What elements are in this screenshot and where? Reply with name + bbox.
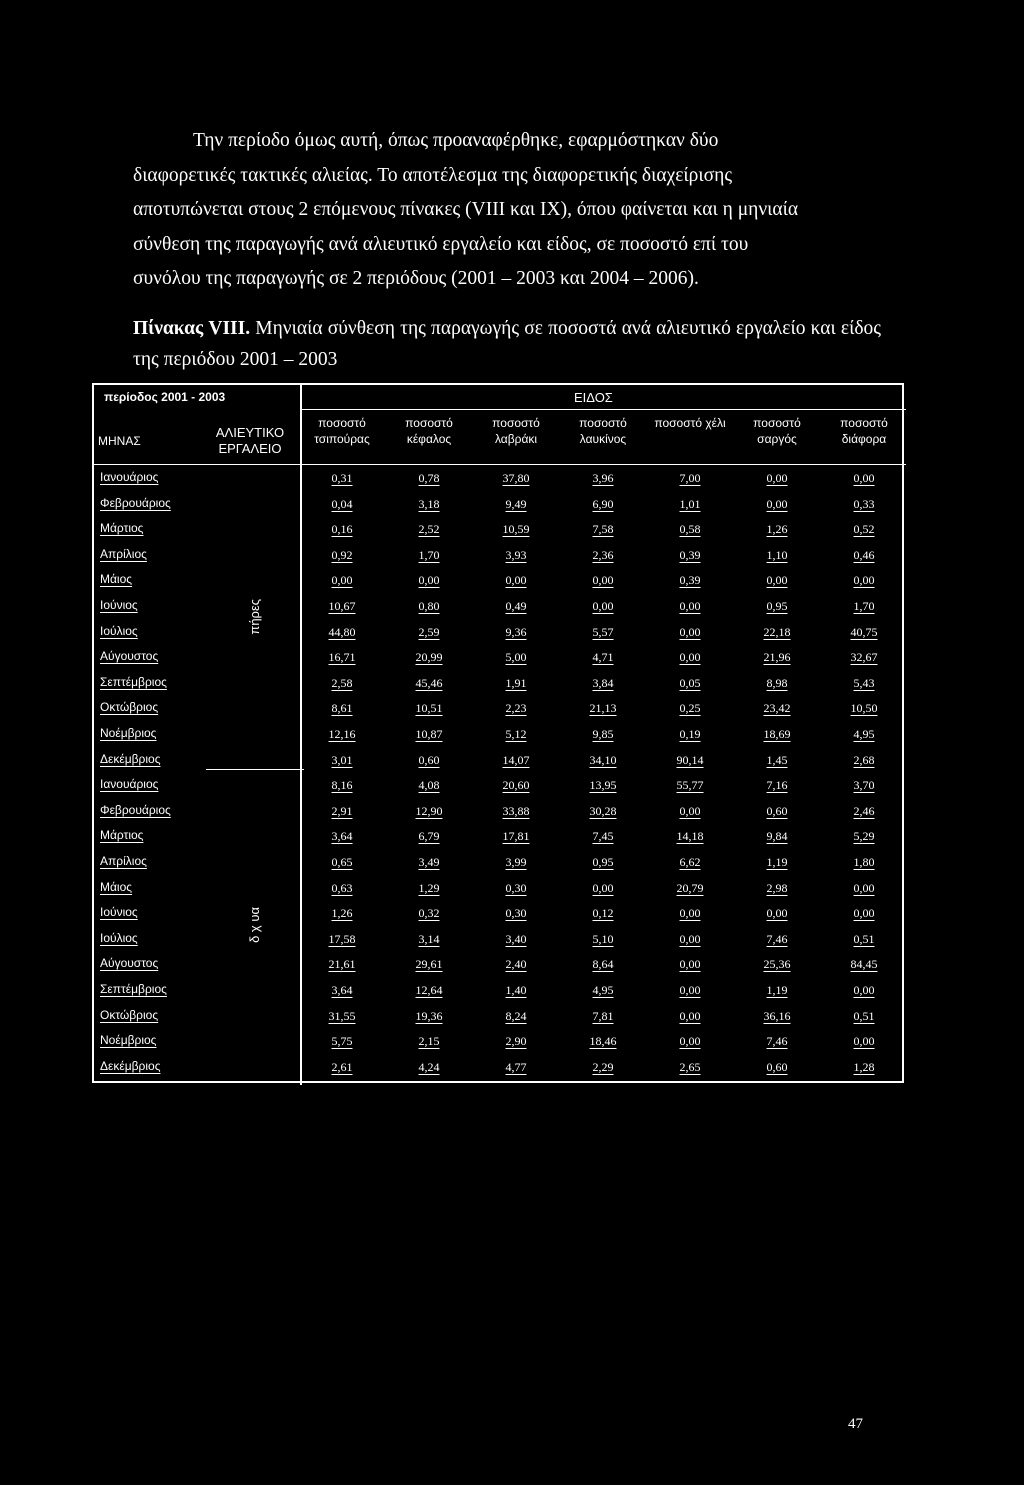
value-cell: 1,80 (853, 855, 875, 869)
value-cell: 17,81 (502, 829, 530, 844)
paragraph-line: διαφορετικές τακτικές αλιείας. Το αποτέλεσμα της διαφορετικής διαχείρισης (133, 164, 733, 186)
value-cell: 0,39 (679, 573, 701, 588)
value-cell: 0,60 (418, 752, 440, 767)
month-cell: Απρίλιος (100, 546, 147, 561)
value-cell: 31,55 (328, 1008, 356, 1023)
value-cell: 0,60 (766, 1059, 788, 1074)
value-cell: 0,00 (592, 880, 614, 895)
value-cell: 44,80 (328, 624, 356, 639)
value-cell: 55,77 (676, 778, 704, 793)
value-cell: 10,51 (415, 701, 443, 716)
species-header: ποσοστό κέφαλος (405, 416, 453, 446)
value-cell: 0,63 (331, 880, 353, 895)
value-cell: 7,81 (592, 1008, 614, 1023)
value-cell: 8,61 (331, 701, 353, 716)
value-cell: 1,91 (505, 675, 527, 690)
month-cell: Ιούνιος (100, 598, 138, 612)
value-cell: 5,75 (331, 1034, 353, 1049)
value-cell: 9,36 (505, 624, 527, 639)
paragraph-line: συνόλου της παραγωγής σε 2 περιόδους (2001 – 2003 και 2004 – 2006). (133, 268, 699, 289)
table-row (94, 953, 902, 976)
value-cell: 17,58 (328, 931, 356, 946)
table-row (94, 646, 902, 669)
value-cell: 7,58 (592, 522, 614, 537)
value-cell: 20,99 (415, 650, 443, 665)
table-caption (133, 313, 881, 375)
value-cell: 21,61 (328, 957, 356, 972)
eidos-header: ΕΙΔΟΣ (574, 390, 613, 405)
value-cell: 16,71 (328, 650, 356, 665)
table-row (94, 749, 902, 772)
value-cell: 0,00 (679, 650, 701, 665)
value-cell: 0,58 (679, 522, 701, 537)
value-cell: 2,98 (766, 880, 788, 895)
month-cell: Σεπτέμβριος (100, 674, 167, 689)
value-cell: 2,58 (331, 675, 353, 690)
paragraph-line: αποτυπώνεται στους 2 επόμενους πίνακες (VIII και IX), όπου φαίνεται και η μηνιαία (133, 199, 799, 220)
value-cell: 4,24 (418, 1059, 440, 1074)
table-row (94, 774, 902, 797)
value-cell: 0,00 (853, 880, 875, 895)
value-cell: 3,49 (418, 855, 440, 869)
value-cell: 84,45 (850, 957, 878, 972)
value-cell: 2,91 (331, 803, 353, 818)
value-cell: 12,90 (415, 803, 443, 818)
month-cell: Μάρτιος (100, 521, 144, 536)
value-cell: 6,79 (418, 829, 440, 844)
value-cell: 45,46 (415, 675, 443, 690)
value-cell: 3,96 (592, 471, 614, 485)
value-cell: 0,30 (505, 880, 527, 895)
value-cell: 0,32 (418, 906, 440, 921)
value-cell: 23,42 (763, 701, 791, 716)
value-cell: 3,93 (505, 547, 527, 562)
value-cell: 2,40 (505, 957, 527, 972)
value-cell: 1,19 (766, 855, 788, 869)
table-row (94, 851, 902, 874)
table-row (94, 928, 902, 951)
value-cell: 25,36 (763, 957, 791, 972)
value-cell: 0,00 (418, 573, 440, 588)
value-cell: 0,52 (853, 522, 875, 537)
value-cell: 21,96 (763, 650, 791, 665)
value-cell: 3,84 (592, 675, 614, 690)
value-cell: 3,64 (331, 829, 353, 844)
value-cell: 0,49 (505, 599, 527, 613)
value-cell: 0,00 (853, 573, 875, 588)
value-cell: 10,67 (328, 599, 356, 613)
value-cell: 14,18 (676, 829, 704, 844)
month-cell: Ιούλιος (100, 930, 138, 945)
value-cell: 3,18 (418, 496, 440, 511)
month-cell: Οκτώβριος (100, 1007, 159, 1022)
species-header: ποσοστό σαργός (753, 416, 801, 446)
page-number: 47 (848, 1416, 863, 1432)
value-cell: 0,00 (679, 1008, 701, 1023)
value-cell: 18,46 (589, 1034, 617, 1049)
month-cell: Μάρτιος (100, 828, 144, 843)
value-cell: 0,00 (679, 803, 701, 818)
table-row (94, 979, 902, 1002)
value-cell: 21,13 (589, 701, 617, 716)
month-cell: Δεκέμβριος (100, 1058, 161, 1073)
value-cell: 2,52 (418, 522, 440, 537)
value-cell: 7,45 (592, 829, 614, 844)
value-cell: 0,00 (505, 573, 527, 588)
value-cell: 4,95 (853, 727, 875, 741)
value-cell: 8,16 (331, 778, 353, 793)
species-header: ποσοστό χέλι (654, 416, 726, 430)
species-header: ποσοστό τσιπούρας (314, 416, 370, 446)
value-cell: 1,10 (766, 547, 788, 562)
paragraph-line: Την περίοδο όμως αυτή, όπως προαναφέρθηκε, εφαρμόστηκαν δύο (193, 130, 719, 151)
value-cell: 0,92 (331, 547, 353, 562)
value-cell: 0,95 (766, 599, 788, 613)
value-cell: 5,00 (505, 650, 527, 665)
value-cell: 36,16 (763, 1008, 791, 1023)
month-cell: Δεκέμβριος (100, 751, 161, 766)
value-cell: 7,00 (679, 471, 701, 485)
value-cell: 1,01 (679, 496, 701, 511)
value-cell: 0,65 (331, 855, 353, 869)
value-cell: 40,75 (850, 624, 878, 639)
month-cell: Αύγουστος (100, 956, 159, 971)
value-cell: 0,00 (679, 1034, 701, 1049)
value-cell: 0,00 (853, 983, 875, 997)
value-cell: 2,68 (853, 752, 875, 767)
value-cell: 9,49 (505, 496, 527, 511)
table-row (94, 467, 902, 490)
value-cell: 3,70 (853, 778, 875, 793)
value-cell: 14,07 (502, 752, 530, 767)
species-header: ποσοστό λαυκίνος (579, 416, 627, 446)
value-cell: 2,65 (679, 1059, 701, 1074)
value-cell: 0,00 (592, 599, 614, 613)
value-cell: 9,85 (592, 727, 614, 741)
table-row (94, 569, 902, 592)
month-cell: Ιανουάριος (100, 470, 159, 484)
value-cell: 34,10 (589, 752, 617, 767)
month-cell: Μάιος (100, 572, 133, 587)
value-cell: 8,98 (766, 675, 788, 690)
month-cell: Οκτώβριος (100, 700, 159, 715)
value-cell: 2,29 (592, 1059, 614, 1074)
header-bottom-line (94, 464, 906, 465)
month-cell: Ιούλιος (100, 623, 138, 638)
table-row (94, 697, 902, 720)
tool-label-1: πήρες (247, 599, 262, 635)
value-cell: 0,00 (679, 957, 701, 972)
value-cell: 1,29 (418, 880, 440, 895)
table-row (94, 877, 902, 900)
month-cell: Ιούνιος (100, 905, 138, 920)
value-cell: 0,00 (592, 573, 614, 588)
value-cell: 4,77 (505, 1059, 527, 1074)
table-caption-label: Πίνακας VIII. (133, 318, 251, 339)
value-cell: 0,00 (853, 471, 875, 485)
value-cell: 5,57 (592, 624, 614, 639)
value-cell: 10,59 (502, 522, 530, 537)
value-cell: 0,00 (679, 931, 701, 946)
value-cell: 1,28 (853, 1059, 875, 1074)
value-cell: 0,12 (592, 906, 614, 921)
value-cell: 10,87 (415, 727, 443, 741)
value-cell: 4,71 (592, 650, 614, 665)
value-cell: 90,14 (676, 752, 704, 767)
paragraph-line: σύνθεση της παραγωγής ανά αλιευτικό εργαλείο και είδος, σε ποσοστό επί του (133, 233, 749, 255)
value-cell: 3,40 (505, 931, 527, 946)
value-cell: 1,40 (505, 983, 527, 997)
species-header: ποσοστό λαβράκι (492, 416, 540, 446)
value-cell: 2,23 (505, 701, 527, 716)
table-row (94, 1030, 902, 1053)
table-caption-text: Μηνιαία σύνθεση της παραγωγής σε ποσοστά ανά αλιευτικό εργαλείο και είδος της περιόδου 2001 – 2003 (133, 318, 882, 370)
value-cell: 0,30 (505, 906, 527, 921)
value-cell: 0,39 (679, 547, 701, 562)
value-cell: 33,88 (502, 803, 530, 818)
species-header: ποσοστό διάφορα (840, 416, 888, 446)
value-cell: 0,80 (418, 599, 440, 613)
table-row (94, 493, 902, 516)
value-cell: 4,95 (592, 983, 614, 997)
month-cell: Σεπτέμβριος (100, 982, 167, 996)
value-cell: 0,16 (331, 522, 353, 537)
table-row (94, 800, 902, 823)
month-cell: Φεβρουάριος (100, 495, 171, 510)
value-cell: 9,84 (766, 829, 788, 844)
value-cell: 0,04 (331, 496, 353, 511)
value-cell: 4,08 (418, 778, 440, 793)
table-top-header (94, 385, 902, 411)
value-cell: 2,46 (853, 803, 875, 818)
month-cell: Ιανουάριος (100, 777, 159, 792)
value-cell: 37,80 (502, 471, 530, 485)
value-cell: 1,26 (331, 906, 353, 921)
table-row (94, 544, 902, 567)
value-cell: 19,36 (415, 1008, 443, 1023)
month-column-header: ΜΗΝΑΣ (98, 434, 141, 448)
value-cell: 12,16 (328, 727, 356, 741)
table-row (94, 902, 902, 925)
month-cell: Απρίλιος (100, 854, 147, 868)
month-cell: Φεβρουάριος (100, 802, 171, 817)
value-cell: 20,60 (502, 778, 530, 793)
production-table (92, 383, 904, 1083)
value-cell: 0,00 (766, 471, 788, 485)
value-cell: 0,05 (679, 675, 701, 690)
tool-column-header: ΑΛΙΕΥΤΙΚΟ ΕΡΓΑΛΕΙΟ (215, 425, 285, 456)
value-cell: 0,33 (853, 496, 875, 511)
value-cell: 0,00 (766, 573, 788, 588)
value-cell: 7,46 (766, 931, 788, 946)
value-cell: 2,61 (331, 1059, 353, 1074)
value-cell: 0,00 (853, 1034, 875, 1049)
month-cell: Μάιος (100, 879, 133, 894)
table-row (94, 1005, 902, 1028)
value-cell: 3,01 (331, 752, 353, 767)
value-cell: 2,36 (592, 547, 614, 562)
value-cell: 13,95 (589, 778, 617, 793)
value-cell: 0,00 (679, 599, 701, 613)
value-cell: 22,18 (763, 624, 791, 639)
value-cell: 0,00 (679, 983, 701, 997)
value-cell: 0,31 (331, 471, 353, 485)
table-row (94, 1056, 902, 1079)
value-cell: 7,16 (766, 778, 788, 793)
table-row (94, 825, 902, 848)
value-cell: 0,95 (592, 855, 614, 869)
period-label: περίοδος 2001 - 2003 (104, 390, 226, 404)
value-cell: 1,70 (853, 599, 875, 613)
value-cell: 0,00 (766, 496, 788, 511)
value-cell: 0,00 (679, 906, 701, 921)
value-cell: 0,78 (418, 471, 440, 485)
value-cell: 0,00 (853, 906, 875, 921)
value-cell: 3,64 (331, 983, 353, 997)
value-cell: 10,50 (850, 701, 878, 716)
table-row (94, 518, 902, 541)
value-cell: 32,67 (850, 650, 878, 665)
value-cell: 5,12 (505, 727, 527, 741)
value-cell: 2,90 (505, 1034, 527, 1049)
value-cell: 30,28 (589, 803, 617, 818)
value-cell: 5,10 (592, 931, 614, 946)
intro-paragraph (133, 124, 881, 297)
value-cell: 8,24 (505, 1008, 527, 1023)
value-cell: 29,61 (415, 957, 443, 972)
month-cell: Νοέμβριος (100, 1033, 157, 1048)
value-cell: 1,70 (418, 547, 440, 562)
value-cell: 18,69 (763, 727, 791, 741)
table-row (94, 595, 902, 618)
value-cell: 7,46 (766, 1034, 788, 1049)
value-cell: 0,19 (679, 727, 701, 741)
value-cell: 0,51 (853, 1008, 875, 1023)
value-cell: 3,99 (505, 855, 527, 869)
value-cell: 6,90 (592, 496, 614, 511)
value-cell: 20,79 (676, 880, 704, 895)
value-cell: 1,26 (766, 522, 788, 537)
header-divider (300, 409, 906, 410)
value-cell: 0,00 (331, 573, 353, 588)
value-cell: 12,64 (415, 983, 443, 997)
value-cell: 0,00 (679, 624, 701, 639)
tool-label-2: δ χ υα (247, 907, 262, 943)
value-cell: 2,59 (418, 624, 440, 639)
value-cell: 0,46 (853, 547, 875, 562)
table-row (94, 723, 902, 746)
table-row (94, 621, 902, 644)
value-cell: 0,60 (766, 803, 788, 818)
value-cell: 5,29 (853, 829, 875, 844)
value-cell: 0,51 (853, 931, 875, 946)
month-cell: Νοέμβριος (100, 726, 157, 740)
value-cell: 5,43 (853, 675, 875, 690)
value-cell: 3,14 (418, 931, 440, 946)
value-cell: 0,25 (679, 701, 701, 716)
value-cell: 8,64 (592, 957, 614, 972)
table-row (94, 672, 902, 695)
value-cell: 1,45 (766, 752, 788, 767)
value-cell: 1,19 (766, 983, 788, 997)
value-cell: 2,15 (418, 1034, 440, 1049)
month-cell: Αύγουστος (100, 649, 159, 664)
value-cell: 0,00 (766, 906, 788, 921)
value-cell: 6,62 (679, 855, 701, 869)
